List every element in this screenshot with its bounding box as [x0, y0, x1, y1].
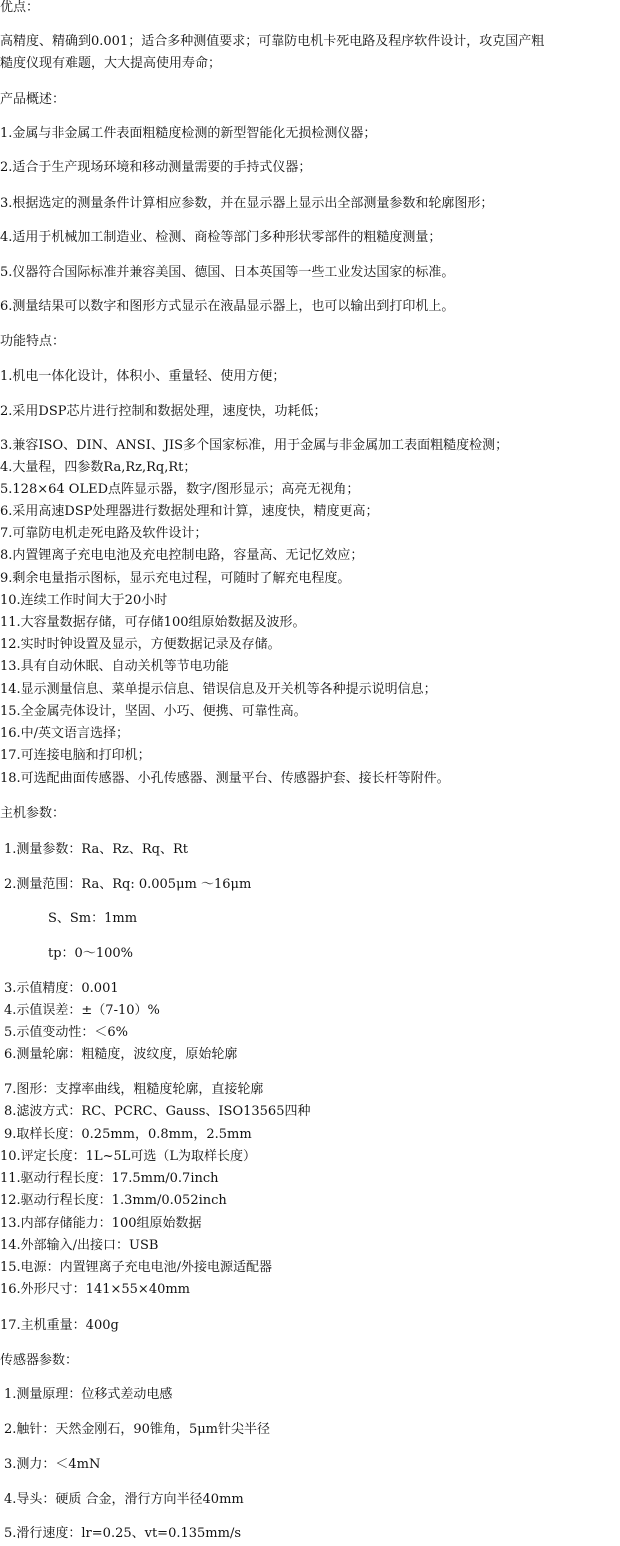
- advantages-text-line-2: 糙度仪现有难题，大大提高使用寿命；: [0, 56, 222, 71]
- host-parameter-item: 9.取样长度：0.25mm，0.8mm，2.5mm: [4, 1127, 252, 1142]
- sensor-parameter-item: 5.滑行速度：lr=0.25、vt=0.135mm/s: [4, 1526, 241, 1541]
- heading-advantages: 优点：: [0, 0, 40, 15]
- feature-item: 11.大容量数据存储，可存储100组原始数据及波形。: [0, 615, 306, 630]
- overview-item: 5.仪器符合国际标准并兼容美国、德国、日本英国等一些工业发达国家的标准。: [0, 265, 455, 280]
- host-parameter-item: 7.图形：支撑率曲线，粗糙度轮廓，直接轮廓: [4, 1082, 264, 1097]
- sensor-parameter-item: 4.导头：硬质 合金，滑行方向半径40mm: [4, 1492, 244, 1507]
- feature-item: 5.128×64 OLED点阵显示器，数字/图形显示；高亮无视角；: [0, 482, 360, 497]
- overview-item: 4.适用于机械加工制造业、检测、商检等部门多种形状零部件的粗糙度测量；: [0, 230, 442, 245]
- advantages-text-line-1: 高精度、精确到0.001；适合多种测值要求；可靠防电机卡死电路及程序软件设计，攻克国产粗: [0, 34, 545, 49]
- host-parameter-item: 12.驱动行程长度：1.3mm/0.052inch: [0, 1193, 227, 1208]
- feature-item: 10.连续工作时间大于20小时: [0, 593, 168, 608]
- feature-item: 8.内置锂离子充电电池及充电控制电路，容量高、无记忆效应；: [0, 548, 364, 563]
- host-parameter-item: 4.示值误差：±（7-10）%: [4, 1003, 160, 1018]
- host-parameter-item: 10.评定长度：1L~5L可选（L为取样长度）: [0, 1149, 257, 1164]
- host-parameter-item: 13.内部存储能力：100组原始数据: [0, 1216, 202, 1231]
- heading-host-parameters: 主机参数：: [0, 806, 66, 821]
- host-parameter-subitem: tp：0～100%: [48, 946, 133, 961]
- feature-item: 4.大量程，四参数Ra,Rz,Rq,Rt；: [0, 460, 197, 475]
- feature-item: 18.可选配曲面传感器、小孔传感器、测量平台、传感器护套、接长杆等附件。: [0, 771, 450, 786]
- host-parameter-item: 8.滤波方式：RC、PCRC、Gauss、ISO13565四种: [4, 1104, 311, 1119]
- host-parameter-item: 11.驱动行程长度：17.5mm/0.7inch: [0, 1171, 219, 1186]
- host-parameter-item: 6.测量轮廓：粗糙度，波纹度，原始轮廓: [4, 1047, 238, 1062]
- sensor-parameter-item: 3.测力：＜4mN: [4, 1457, 101, 1472]
- host-parameter-item: 2.测量范围：Ra、Rq: 0.005μm ～16μm: [4, 877, 252, 892]
- overview-item: 2.适合于生产现场环境和移动测量需要的手持式仪器；: [0, 160, 312, 175]
- feature-item: 12.实时时钟设置及显示，方便数据记录及存储。: [0, 637, 281, 652]
- feature-item: 14.显示测量信息、菜单提示信息、错误信息及开关机等各种提示说明信息；: [0, 682, 437, 697]
- feature-item: 1.机电一体化设计，体积小、重量轻、使用方便；: [0, 369, 286, 384]
- feature-item: 9.剩余电量指示图标，显示充电过程，可随时了解充电程度。: [0, 571, 351, 586]
- feature-item: 2.采用DSP芯片进行控制和数据处理，速度快，功耗低；: [0, 404, 327, 419]
- feature-item: 6.采用高速DSP处理器进行数据处理和计算，速度快，精度更高；: [0, 504, 379, 519]
- heading-sensor-parameters: 传感器参数：: [0, 1353, 79, 1368]
- host-parameter-item: 15.电源：内置锂离子充电电池/外接电源适配器: [0, 1260, 273, 1275]
- host-parameter-item: 1.测量参数：Ra、Rz、Rq、Rt: [4, 842, 188, 857]
- host-parameter-item: 14.外部输入/出接口：USB: [0, 1238, 159, 1253]
- host-parameter-item: 17.主机重量：400g: [0, 1318, 119, 1333]
- host-parameter-item: 16.外形尺寸：141×55×40mm: [0, 1282, 191, 1297]
- heading-product-overview: 产品概述：: [0, 92, 66, 107]
- host-parameter-item: 3.示值精度：0.001: [4, 981, 119, 996]
- overview-item: 1.金属与非金属工件表面粗糙度检测的新型智能化无损检测仪器；: [0, 126, 377, 141]
- host-parameter-item: 5.示值变动性：＜6%: [4, 1025, 129, 1040]
- feature-item: 17.可连接电脑和打印机；: [0, 748, 151, 763]
- host-parameter-subitem: S、Sm：1mm: [48, 911, 138, 926]
- heading-features: 功能特点：: [0, 334, 66, 349]
- feature-item: 13.具有自动休眠、自动关机等节电功能: [0, 659, 229, 674]
- feature-item: 15.全金属壳体设计，坚固、小巧、便携、可靠性高。: [0, 704, 307, 719]
- feature-item: 3.兼容ISO、DIN、ANSI、JIS多个国家标准，用于金属与非金属加工表面粗糙度检测；: [0, 438, 509, 453]
- feature-item: 7.可靠防电机走死电路及软件设计；: [0, 526, 208, 541]
- overview-item: 3.根据选定的测量条件计算相应参数，并在显示器上显示出全部测量参数和轮廓图形；: [0, 196, 494, 211]
- sensor-parameter-item: 1.测量原理：位移式差动电感: [4, 1387, 173, 1402]
- feature-item: 16.中/英文语言选择；: [0, 726, 130, 741]
- sensor-parameter-item: 2.触针：天然金刚石，90锥角，5μm针尖半径: [4, 1422, 270, 1437]
- overview-item: 6.测量结果可以数字和图形方式显示在液晶显示器上，也可以输出到打印机上。: [0, 299, 455, 314]
